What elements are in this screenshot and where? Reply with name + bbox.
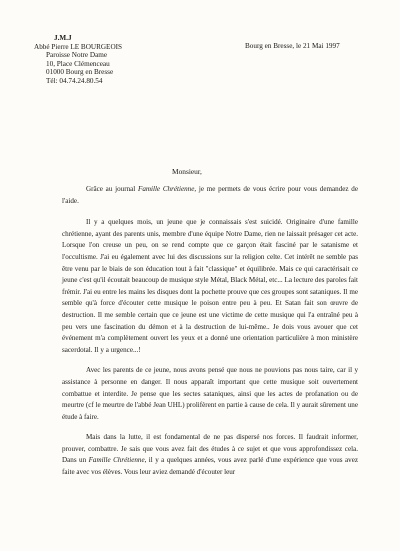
sender-phone: Tél: 04.74.24.80.54 bbox=[46, 76, 103, 85]
sender-street: 10, Place Clémenceau bbox=[46, 59, 110, 68]
paragraph-1 bbox=[62, 184, 358, 207]
paragraph-4 bbox=[62, 432, 358, 478]
sender-initials: J.M.J bbox=[54, 34, 72, 42]
paragraph-1-journal-title: Famille Chrétienne bbox=[138, 185, 195, 193]
paragraph-1-text-b: , je me permets de vous écrire pour vous demandez de l'aide. bbox=[62, 185, 359, 205]
sender-parish: Paroisse Notre Dame bbox=[46, 51, 108, 60]
paragraph-4-journal-title: Famille Chrétienne bbox=[88, 456, 145, 465]
sender-address-block bbox=[34, 34, 184, 86]
place-date-line: Bourg en Bresse, le 21 Mai 1997 bbox=[245, 42, 340, 50]
salutation: Monsieur, bbox=[172, 167, 202, 176]
sender-city: 01000 Bourg en Bresse bbox=[46, 68, 114, 77]
paragraph-4-text-a: Mais dans la lutte, il est fondamental de ne pas dispersé nos forces. Il faudrait informer, prouver, combattre. Je sais que vous avez fait des études à ce sujet et que vous approfondissez cela. Dans un bbox=[62, 433, 358, 465]
paragraph-2: Il y a quelques mois, un jeune que je connaissais s'est suicidé. Originaire d'une famille chrétienne, ayant des parents unis, membre d'une équipe Notre Dame, rien ne laissait présager cet acte. Lorsque l'on creuse un peu, on se rend compte que ce garçon était fasciné par le satanisme et l'occultisme. J'ai eu également avec lui des discussions sur la religion celte. Cet intérêt ne semble pas être venu par le biais de son éducation tout à fait "classique" et équilibrée. Mais ce qui caractérisait ce jeune c'est qu'il écoutait beaucoup de musique style Métal, Black Métal, etc... La lecture des paroles fait frémir. J'ai eu entre les mains les disques dont la pochette prouve que ces groupes sont sataniques. Il me semble qu'à force d'écouter cette musique le poison entre peu à peu. Et Satan fait son œuvre de destruction. Il me semble certain que ce jeune est une victime de cette musique qui l'a entraîné peu à peu vers une fascination du démon et à la destruction de lui-même.. Je dois vous avouer que cet événement m'a complètement ouvert les yeux et a donné une orientation particulière à mon ministère sacerdotal. Il y a urgence...! bbox=[62, 218, 358, 354]
paragraph-1-text-a: Grâce au journal bbox=[86, 185, 138, 193]
letter-body bbox=[62, 184, 358, 488]
paragraph-4-text-b: , il y a quelques années, vous avez parlé d'une expérience que vous avez faite avec vos élèves. Vous leur aviez demandé d'écouter leur bbox=[62, 456, 358, 477]
paragraph-3: Avec les parents de ce jeune, nous avons pensé que nous ne pouvions pas nous taire, car il y assistance à personne en danger. Il nous apparaît important que cette musique soit ouvertement combattue et interdite. Je pense que les sectes sataniques, ainsi que les actes de profanation ou de meurtre (cf le meurtre de l'abbé Jean UHL) prolifèrent en partie à cause de cela. Il y aurait sûrement une étude à faire. bbox=[62, 366, 358, 421]
sender-name: Abbé Pierre LE BOURGEOIS bbox=[34, 42, 123, 51]
